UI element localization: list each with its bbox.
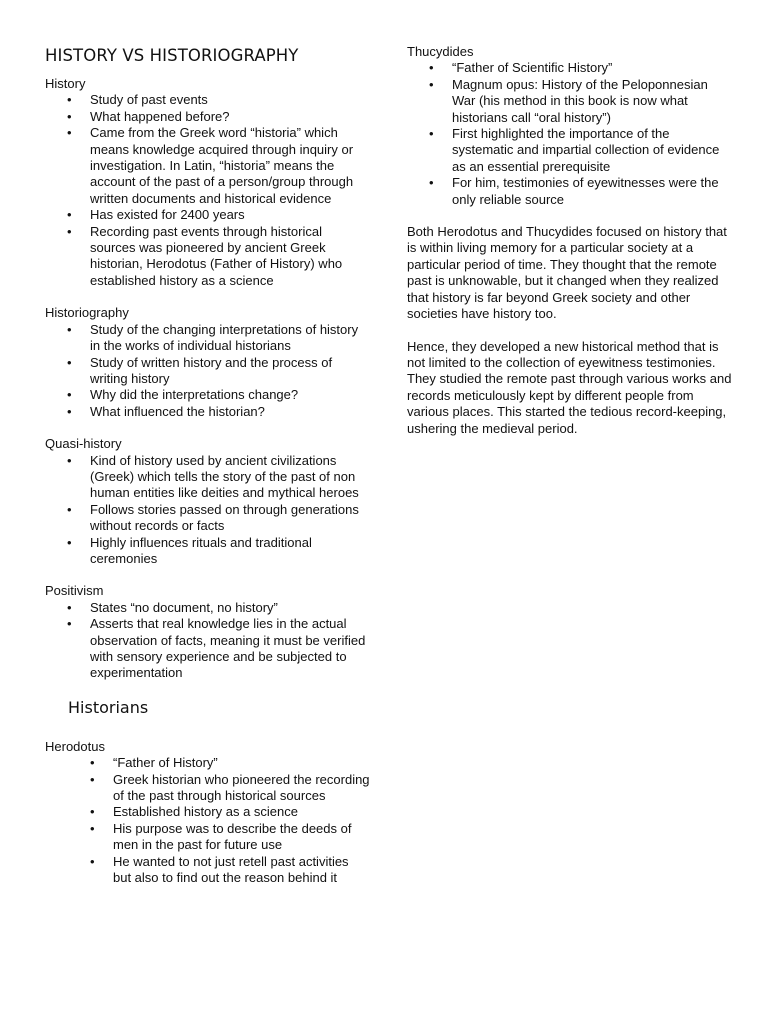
bullet-list [45,755,370,886]
list-item: • Established history as a science [45,804,370,820]
list-item: • For him, testimonies of eyewitnesses were the only reliable source [407,175,732,208]
list-item: • “Father of Scientific History” [407,60,732,76]
bullet-list [45,453,370,568]
list-item: • Recording past events through historical sources was pioneered by ancient Greek historian, Herodotus (Father of History) who established history as a science [45,224,370,290]
list-item: • First highlighted the importance of the systematic and impartial collection of evidence as an essential prerequisite [407,126,732,175]
section-heading: Thucydides [407,44,474,59]
bullet-list [45,92,370,289]
list-item: • Highly influences rituals and traditional ceremonies [45,535,370,568]
historians-heading: Historians [68,697,149,717]
list-item: • Asserts that real knowledge lies in the actual observation of facts, meaning it must be verified with sensory experience and be subjected to experimentation [45,616,370,682]
list-item: • What influenced the historian? [45,404,370,420]
section-quasi-history [45,436,370,567]
left-column [45,0,370,886]
list-item: • His purpose was to describe the deeds of men in the past for future use [45,821,370,854]
list-item: • Greek historian who pioneered the recording of the past through historical sources [45,772,370,805]
bullet-list [407,60,732,208]
list-item: • Study of past events [45,92,370,108]
list-item: • Why did the interpretations change? [45,387,370,403]
list-item: • Study of written history and the process of writing history [45,355,370,388]
paragraph: Hence, they developed a new historical method that is not limited to the collection of eyewitness testimonies. They studied the remote past through various works and records meticulously kept by different people from various places. This started the tedious record-keeping, ushering the medieval period. [407,338,732,436]
list-item: • Came from the Greek word “historia” which means knowledge acquired through inquiry or investigation. In Latin, “historia” means the account of the past of a person/group through written documents and historical evidence [45,125,370,207]
section-thucydides [407,44,732,208]
list-item: • Study of the changing interpretations of history in the works of individual historians [45,322,370,355]
list-item: • He wanted to not just retell past activities but also to find out the reason behind it [45,854,370,887]
paragraph: Both Herodotus and Thucydides focused on history that is within living memory for a particular society at a particular period of time. They thought that the remote past is unknowable, but it changed when they realized that history is far beyond Greek society and other societies have history too. [407,224,727,322]
section-historiography [45,305,370,420]
page-title: HISTORY VS HISTORIOGRAPHY [45,46,299,65]
section-positivism [45,583,370,681]
section-heading: Positivism [45,583,104,599]
list-item: • Kind of history used by ancient civilizations (Greek) which tells the story of the past of non human entities like deities and mythical heroes [45,453,370,502]
section-heading: History [45,76,86,91]
bullet-list [45,600,370,682]
list-item: • What happened before? [45,109,370,125]
section-history [45,76,370,289]
list-item: • Follows stories passed on through generations without records or facts [45,502,370,535]
list-item: • Magnum opus: History of the Peloponnesian War (his method in this book is now what historians call “oral history”) [407,77,732,126]
list-item: • States “no document, no history” [45,600,370,616]
section-heading: Historiography [45,305,129,321]
list-item: • Has existed for 2400 years [45,207,370,223]
right-column [407,0,732,437]
section-heading: Quasi-history [45,436,122,452]
bullet-list [45,322,370,420]
section-herodotus [45,739,370,887]
list-item: • “Father of History” [45,755,370,771]
section-heading: Herodotus [45,738,105,754]
